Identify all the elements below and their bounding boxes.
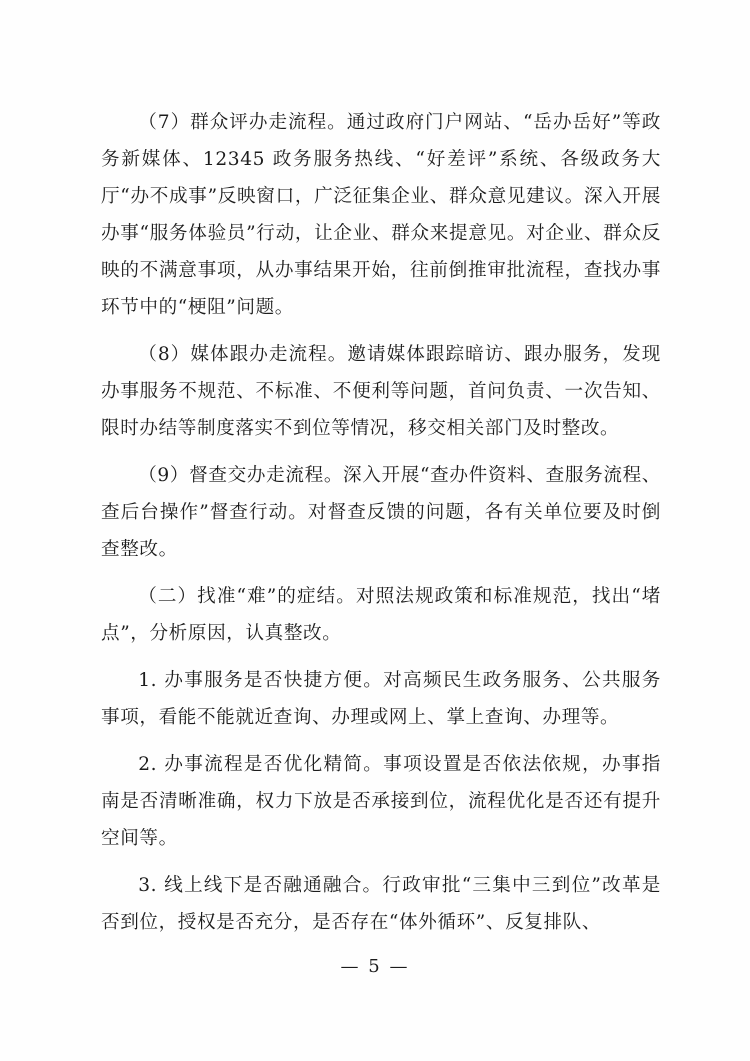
paragraph-point-2: 2. 办事流程是否优化精简。事项设置是否依法依规，办事指南是否清晰准确，权力下放是否承接到位，流程优化是否还有提升空间等。 bbox=[101, 754, 661, 849]
paragraph-point-3: 3. 线上线下是否融通融合。行政审批“三集中三到位”改革是否到位，授权是否充分，是否存在“体外循环”、反复排队、 bbox=[101, 875, 661, 933]
paragraph-point-1: 1. 办事服务是否快捷方便。对高频民生政务服务、公共服务事项，看能不能就近查询、办理或网上、掌上查询、办理等。 bbox=[101, 670, 661, 728]
paragraph-item-9: （9）督查交办走流程。深入开展“查办件资料、查服务流程、查后台操作”督查行动。对督查反馈的问题，各有关单位要及时倒查整改。 bbox=[101, 465, 661, 560]
section-heading-paragraph: （二）找准“难”的症结。对照法规政策和标准规范，找出“堵点”，分析原因，认真整改。 bbox=[101, 586, 661, 644]
page-number: — 5 — bbox=[340, 956, 410, 977]
paragraph-item-8: （8）媒体跟办走流程。邀请媒体跟踪暗访、跟办服务，发现办事服务不规范、不标准、不便利等问题，首问负责、一次告知、限时办结等制度落实不到位等情况，移交相关部门及时整改。 bbox=[101, 344, 661, 439]
paragraph-item-7: （7）群众评办走流程。通过政府门户网站、“岳办岳好”等政务新媒体、12345 政务服务热线、“好差评”系统、各级政务大厅“办不成事”反映窗口，广泛征集企业、群众意见建议。深入开展办事“服务体验员”行动，让企业、群众来提意见。对企业、群众反映的不满意事项，从办事结果开始，往前倒推审批流程，查找办事环节中的“梗阻”问题。 bbox=[101, 112, 661, 318]
body-text bbox=[101, 104, 661, 949]
